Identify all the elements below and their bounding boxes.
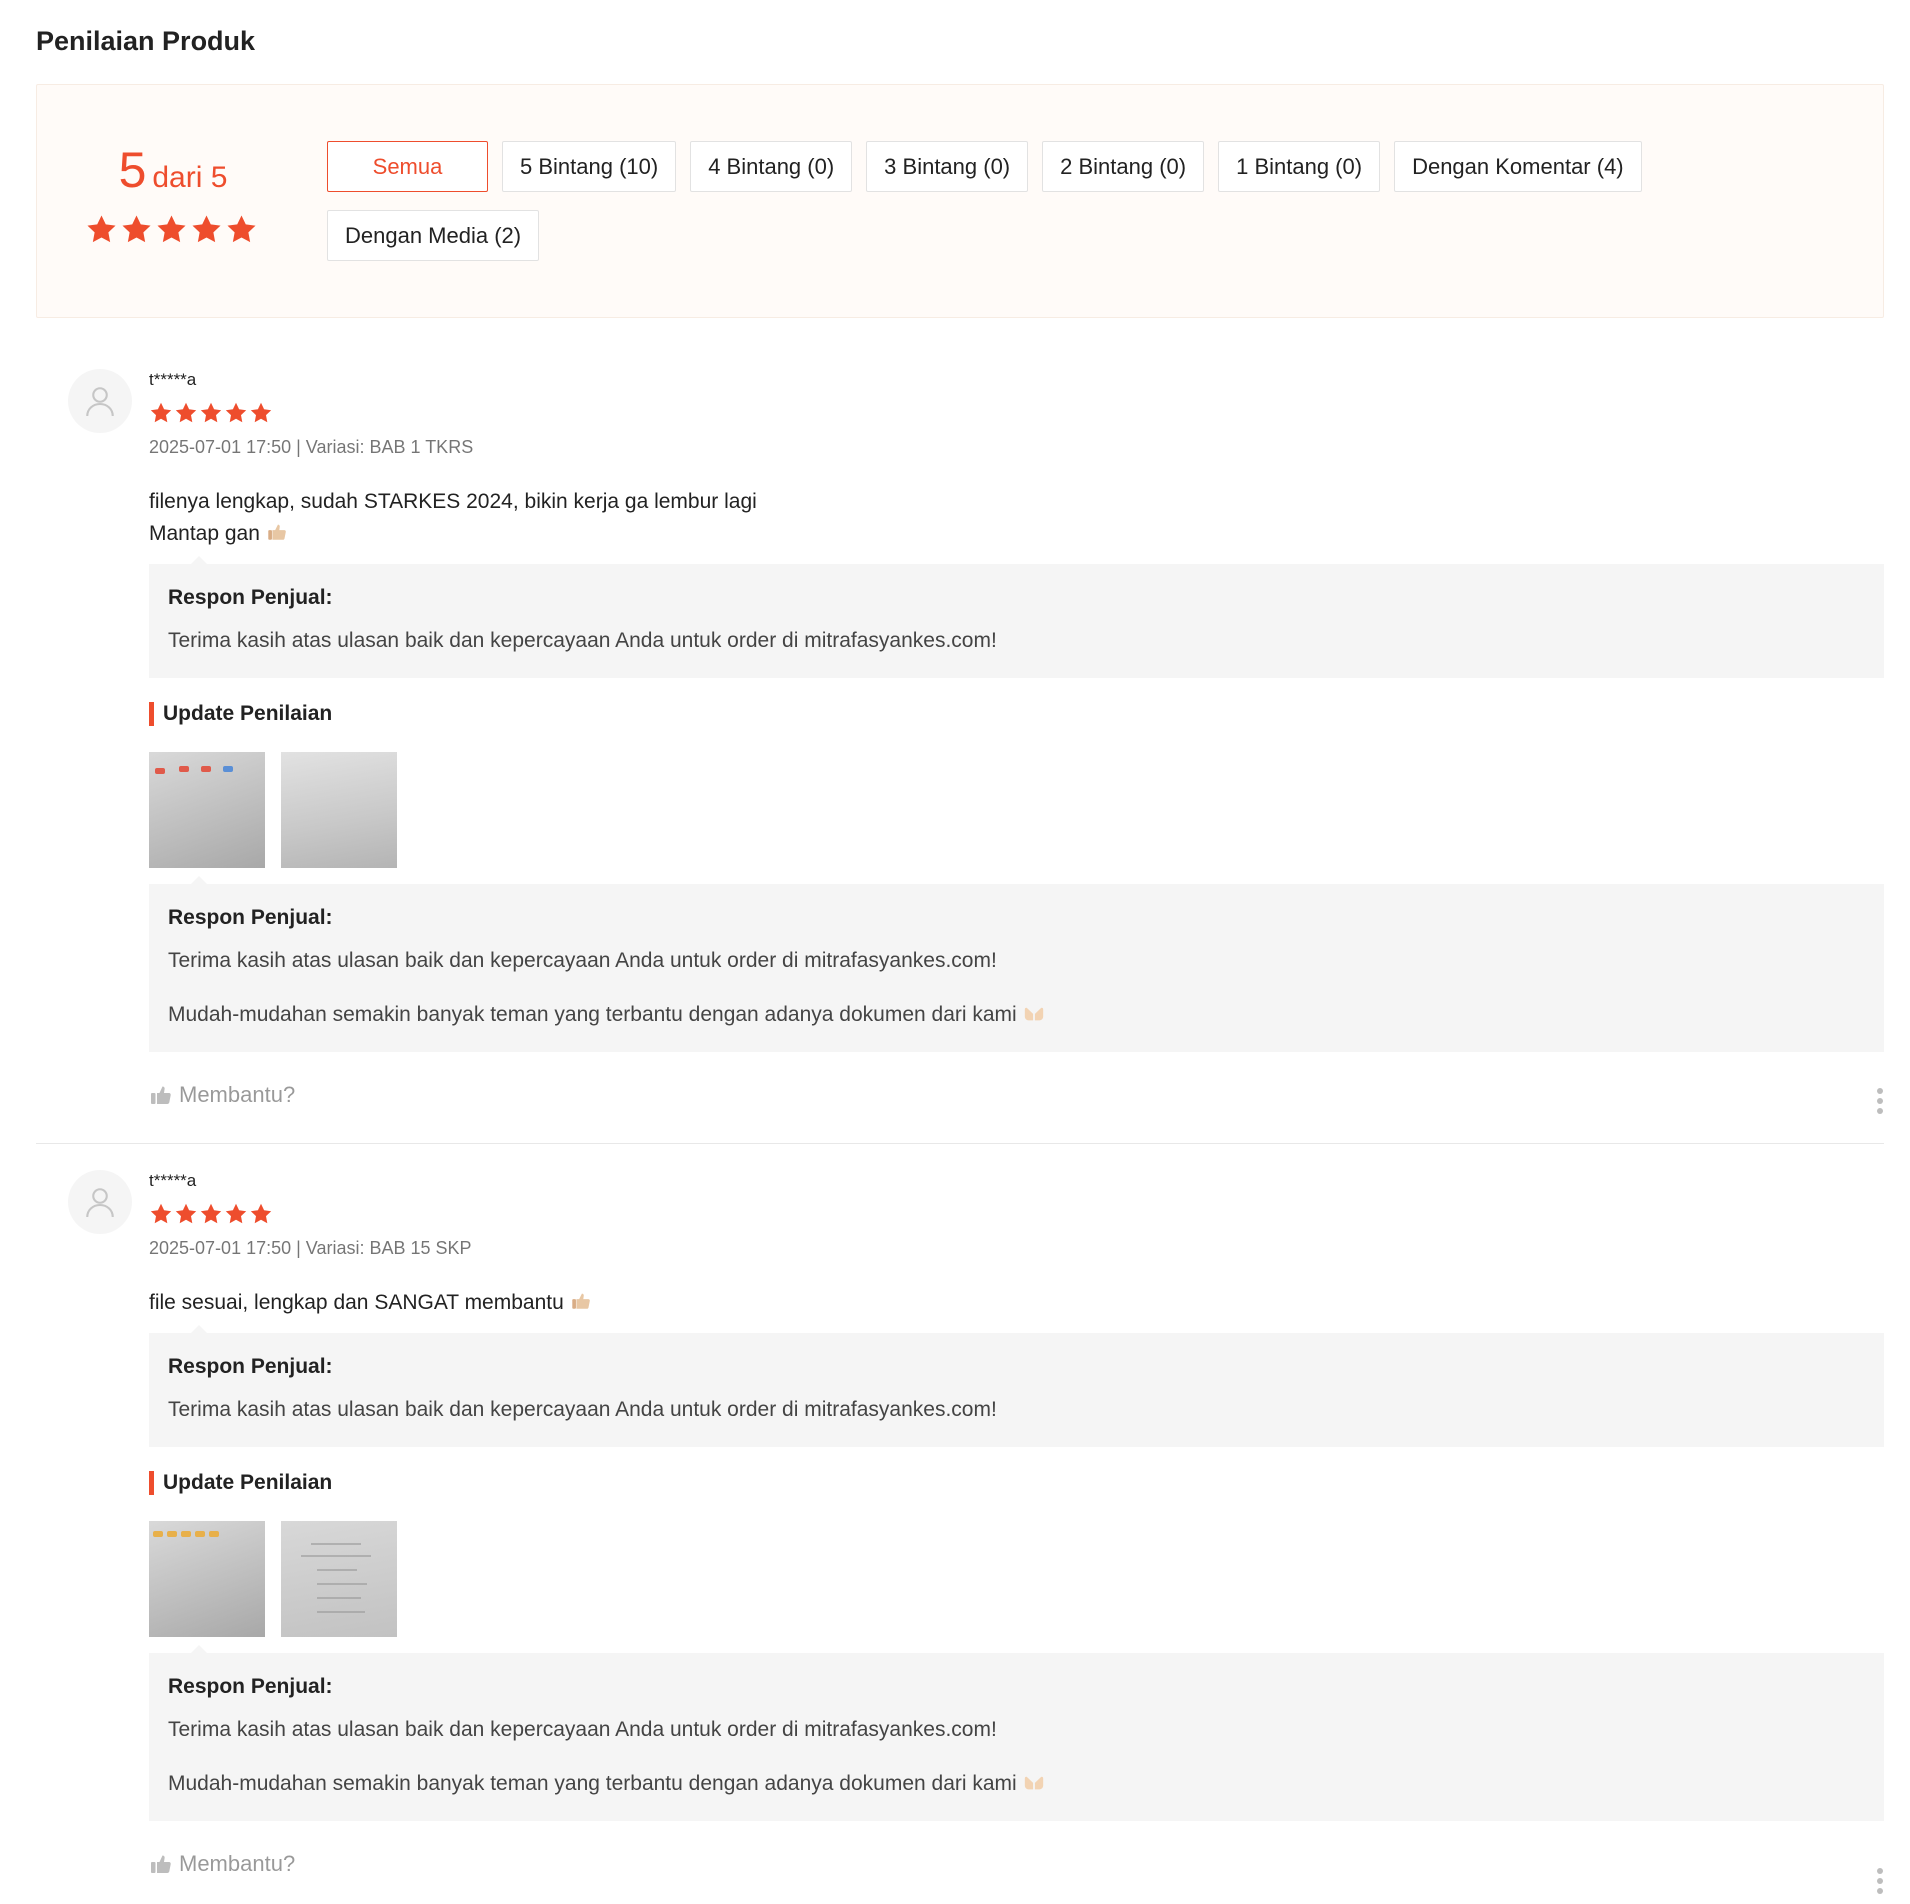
more-options-button[interactable] (1876, 1868, 1884, 1894)
more-vertical-icon-dot (1877, 1888, 1883, 1894)
star-icon (224, 1202, 248, 1226)
helpful-label: Membantu? (179, 1082, 296, 1107)
filter-2-star[interactable]: 2 Bintang (0) (1042, 141, 1204, 192)
review-stars (149, 1202, 1884, 1226)
thumbs-up-emoji-icon (266, 521, 288, 543)
thumbnail-detail (155, 768, 165, 774)
review-body (149, 369, 1884, 1108)
thumbnail-detail (317, 1569, 357, 1571)
star-icon (174, 1202, 198, 1226)
thumbs-up-icon (149, 1852, 173, 1876)
filter-3-star[interactable]: 3 Bintang (0) (866, 141, 1028, 192)
review-image-thumbnail[interactable] (281, 752, 397, 868)
seller-reply-text: Terima kasih atas ulasan baik dan kepercayaan Anda untuk order di mitrafasyankes.com! (168, 1718, 997, 1741)
score-value: 5 (118, 142, 147, 198)
avatar[interactable] (68, 369, 132, 433)
filter-with-media[interactable]: Dengan Media (2) (327, 210, 539, 261)
helpful-label: Membantu? (179, 1851, 296, 1876)
thumbnail-detail (301, 1555, 371, 1557)
filter-all[interactable]: Semua (327, 141, 488, 192)
update-seller-reply (149, 884, 1884, 1052)
seller-reply-title: Respon Penjual: (168, 1675, 333, 1698)
open-hands-emoji-icon (1023, 1771, 1045, 1793)
seller-reply-text: Mudah-mudahan semakin banyak teman yang terbantu dengan adanya dokumen dari kami (168, 1003, 1017, 1026)
thumbnail-detail (311, 1543, 361, 1545)
rating-filters (327, 141, 1827, 261)
more-vertical-icon-dot (1877, 1868, 1883, 1874)
star-icon (174, 401, 198, 425)
star-icon (149, 401, 173, 425)
star-icon (120, 213, 153, 246)
review-username: t*****a (149, 370, 197, 389)
review-comment-line: file sesuai, lengkap dan SANGAT membantu (149, 1291, 564, 1314)
filter-1-star[interactable]: 1 Bintang (0) (1218, 141, 1380, 192)
seller-reply-title: Respon Penjual: (168, 1355, 333, 1378)
review-meta: 2025-07-01 17:50 | Variasi: BAB 1 TKRS (149, 437, 474, 457)
star-icon (155, 213, 188, 246)
more-vertical-icon-dot (1877, 1878, 1883, 1884)
seller-reply (149, 1333, 1884, 1447)
review-media (149, 752, 1884, 868)
seller-reply-text: Terima kasih atas ulasan baik dan kepercayaan Anda untuk order di mitrafasyankes.com! (168, 949, 997, 972)
thumbnail-detail (317, 1597, 361, 1599)
star-icon (85, 213, 118, 246)
avatar[interactable] (68, 1170, 132, 1234)
update-rating-title: Update Penilaian (149, 1471, 1884, 1495)
star-icon (224, 401, 248, 425)
review-item (36, 369, 1884, 1121)
review-image-thumbnail[interactable] (281, 1521, 397, 1637)
star-icon (199, 1202, 223, 1226)
thumbnail-detail (181, 1531, 191, 1537)
seller-reply-text-with-emoji (168, 1769, 1865, 1799)
star-icon (199, 401, 223, 425)
seller-reply (149, 564, 1884, 678)
more-vertical-icon-dot (1877, 1108, 1883, 1114)
page-title: Penilaian Produk (36, 26, 256, 56)
thumbnail-detail (317, 1583, 367, 1585)
overall-stars (85, 213, 258, 246)
seller-reply-text: Terima kasih atas ulasan baik dan kepercayaan Anda untuk order di mitrafasyankes.com! (168, 629, 997, 652)
helpful-button[interactable] (149, 1082, 1884, 1108)
more-options-button[interactable] (1876, 1088, 1884, 1114)
thumbnail-detail (223, 766, 233, 772)
review-comment-line: Mantap gan (149, 522, 260, 545)
filter-4-star[interactable]: 4 Bintang (0) (690, 141, 852, 192)
review-divider (36, 1143, 1884, 1144)
filter-with-comment[interactable]: Dengan Komentar (4) (1394, 141, 1642, 192)
review-comment (149, 486, 1884, 550)
helpful-button[interactable] (149, 1851, 1884, 1877)
update-rating-title: Update Penilaian (149, 702, 1884, 726)
thumbnail-detail (153, 1531, 163, 1537)
seller-reply-title: Respon Penjual: (168, 906, 333, 929)
user-avatar-icon (82, 1184, 118, 1220)
thumbnail-detail (167, 1531, 177, 1537)
filter-5-star[interactable]: 5 Bintang (10) (502, 141, 676, 192)
review-meta: 2025-07-01 17:50 | Variasi: BAB 15 SKP (149, 1238, 472, 1258)
seller-reply-text-with-emoji (168, 1000, 1865, 1030)
more-vertical-icon-dot (1877, 1088, 1883, 1094)
review-comment-line-with-emoji (149, 1287, 1884, 1319)
review-comment-line-with-emoji (149, 518, 1884, 550)
thumbnail-detail (195, 1531, 205, 1537)
overall-score (85, 142, 261, 198)
thumbnail-detail (317, 1611, 365, 1613)
star-icon (249, 401, 273, 425)
star-icon (249, 1202, 273, 1226)
rating-summary-panel (36, 84, 1884, 318)
thumbnail-detail (209, 1531, 219, 1537)
review-image-thumbnail[interactable] (149, 1521, 265, 1637)
thumbnail-detail (201, 766, 211, 772)
review-comment (149, 1287, 1884, 1319)
thumbs-up-icon (149, 1083, 173, 1107)
star-icon (149, 1202, 173, 1226)
open-hands-emoji-icon (1023, 1002, 1045, 1024)
review-stars (149, 401, 1884, 425)
seller-reply-text: Mudah-mudahan semakin banyak teman yang terbantu dengan adanya dokumen dari kami (168, 1772, 1017, 1795)
seller-reply-title: Respon Penjual: (168, 586, 333, 609)
review-item (36, 1170, 1884, 1900)
review-comment-line: filenya lengkap, sudah STARKES 2024, bikin kerja ga lembur lagi (149, 490, 757, 513)
seller-reply-text: Terima kasih atas ulasan baik dan kepercayaan Anda untuk order di mitrafasyankes.com! (168, 1398, 997, 1421)
update-seller-reply (149, 1653, 1884, 1821)
review-image-thumbnail[interactable] (149, 752, 265, 868)
more-vertical-icon-dot (1877, 1098, 1883, 1104)
review-media (149, 1521, 1884, 1637)
thumbnail-detail (179, 766, 189, 772)
score-suffix: dari 5 (152, 161, 228, 194)
review-body (149, 1170, 1884, 1877)
user-avatar-icon (82, 383, 118, 419)
star-icon (225, 213, 258, 246)
review-username: t*****a (149, 1171, 197, 1190)
star-icon (190, 213, 223, 246)
thumbs-up-emoji-icon (570, 1290, 592, 1312)
